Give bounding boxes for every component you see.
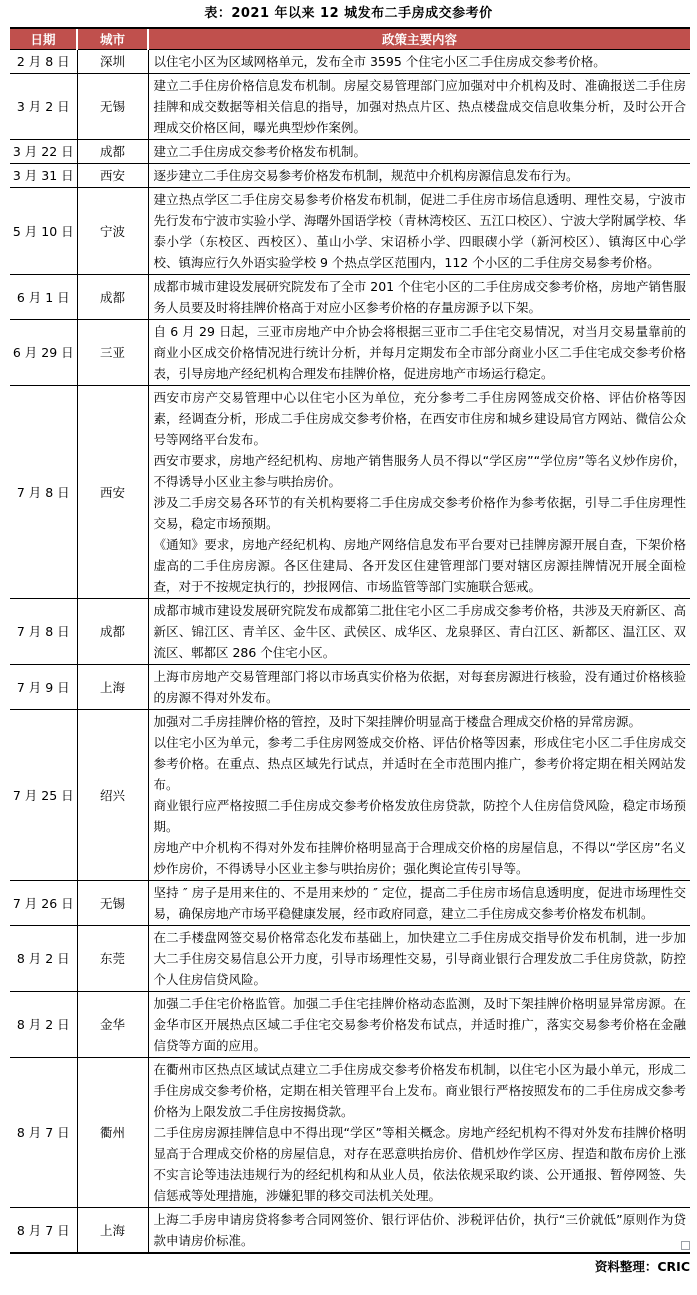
policy-table [10,27,690,1254]
city-cell: 西安 [77,386,148,599]
source-credit: 资料整理：CRIC [594,1259,690,1274]
policy-content-cell [148,320,690,386]
date-cell: 7 月 8 日 [10,386,77,599]
date-cell: 3 月 2 日 [10,74,77,140]
policy-content-cell [148,140,690,164]
date-cell: 7 月 9 日 [10,665,77,710]
policy-paragraph: 逐步建立二手住房交易参考价格发布机制，规范中介机构房源信息发布行为。 [153,168,579,183]
city-cell: 成都 [77,275,148,320]
city-cell: 深圳 [77,50,148,74]
table-row [10,386,690,599]
policy-paragraph: 上海二手房申请房贷将参考合同网签价、银行评估价、涉税评估价，执行“三价就低”原则作为贷款申请房价标准。 [153,1212,686,1248]
city-cell: 成都 [77,140,148,164]
policy-paragraph: 涉及二手房交易各环节的有关机构要将二手住房成交参考价格作为参考依据，引导二手住房理性交易，稳定市场预期。 [153,495,686,531]
table-row [10,275,690,320]
city-cell: 金华 [77,992,148,1058]
policy-paragraph: 以住宅小区为单元，参考二手住房网签成交价格、评估价格等因素，形成住宅小区二手住房成交参考价格。在重点、热点区域先行试点，并适时在全市范围内推广，参考价将定期在相关网站发布。 [153,735,686,792]
date-cell: 6 月 29 日 [10,320,77,386]
policy-content-cell [148,1208,690,1254]
policy-paragraph: 在二手楼盘网签交易价格常态化发布基础上，加快建立二手住房成交指导价发布机制，进一步加大二手住房交易信息公开力度，引导市场理性交易，引导商业银行合理发放二手住房贷款，防控个人住房信贷风险。 [153,930,686,987]
date-cell: 8 月 2 日 [10,926,77,992]
city-cell: 三亚 [77,320,148,386]
policy-paragraph: 在衢州市区热点区域试点建立二手住房成交参考价格发布机制，以住宅小区为最小单元，形成二手住房成交参考价格，定期在相关管理平台上发布。商业银行严格按照发布的二手住房成交参考价格为上限发放二手住房按揭贷款。 [153,1062,686,1119]
policy-content-cell [148,164,690,188]
policy-content-cell [148,188,690,275]
policy-paragraph: 房地产中介机构不得对外发布挂牌价格明显高于合理成交价格的房屋信息，不得以“学区房”名义炒作房价，不得诱导小区业主参与哄抬房价；强化舆论宣传引导等。 [153,840,686,876]
table-row [10,881,690,926]
policy-content-cell [148,665,690,710]
col-header-content: 政策主要内容 [148,28,690,50]
policy-paragraph: 加强二手住宅价格监管。加强二手住宅挂牌价格动态监测，及时下架挂牌价格明显异常房源。在金华市区开展热点区域二手住宅交易参考价格发布试点，并适时推广，落实交易参考价格在金融信贷等方面的应用。 [153,996,686,1053]
table-row [10,50,690,74]
table-row [10,188,690,275]
policy-paragraph: 坚持 ″ 房子是用来住的、不是用来炒的 ″ 定位，提高二手住房市场信息透明度，促进市场理性交易，确保房地产市场平稳健康发展，经市政府同意，建立二手住房成交参考价格发布机制。 [153,885,686,921]
col-header-city: 城市 [77,28,148,50]
table-row [10,164,690,188]
date-cell: 7 月 25 日 [10,710,77,881]
table-header [10,28,690,50]
policy-content-cell [148,710,690,881]
city-cell: 西安 [77,164,148,188]
table-row [10,1058,690,1208]
table-body [10,50,690,1254]
policy-paragraph: 西安市要求，房地产经纪机构、房地产销售服务人员不得以“学区房”“学位房”等名义炒作房价，不得诱导小区业主参与哄抬房价。 [153,453,686,489]
policy-paragraph: 自 6 月 29 日起，三亚市房地产中介协会将根据三亚市二手住宅交易情况，对当月交易量靠前的商业小区成交价格情况进行统计分析，并每月定期发布全市部分商业小区二手住宅成交参考价格表，引导房地产经纪机构合理发布挂牌价格，促进房地产市场运行稳定。 [153,324,686,381]
policy-content-cell [148,926,690,992]
city-cell: 上海 [77,665,148,710]
policy-content-cell [148,50,690,74]
date-cell: 3 月 31 日 [10,164,77,188]
city-cell: 无锡 [77,881,148,926]
policy-content-cell [148,275,690,320]
date-cell: 7 月 26 日 [10,881,77,926]
policy-paragraph: 加强对二手房挂牌价格的管控，及时下架挂牌价明显高于楼盘合理成交价格的异常房源。 [153,714,642,729]
policy-paragraph: 成都市城市建设发展研究院发布了全市 201 个住宅小区的二手住房成交参考价格，房地产销售服务人员要及时将挂牌价格高于对应小区参考价格的存量房源予以下架。 [153,279,686,315]
table-row [10,992,690,1058]
placeholder-box-icon [681,1241,690,1250]
policy-content-cell [148,74,690,140]
table-row [10,74,690,140]
policy-paragraph: 二手住房房源挂牌信息中不得出现“学区”等相关概念。房地产经纪机构不得对外发布挂牌价格明显高于合理成交价格的房屋信息，对存在恶意哄抬房价、借机炒作学区房、捏造和散布房价上涨不实言论等违法违规行为的经纪机构和从业人员，依法依规采取约谈、公开通报、暂停网签、失信惩戒等处理措施，涉嫌犯罪的移交司法机关处理。 [153,1125,686,1203]
table-row [10,926,690,992]
date-cell: 8 月 7 日 [10,1208,77,1254]
policy-paragraph: 上海市房地产交易管理部门将以市场真实价格为依据，对每套房源进行核验，没有通过价格核验的房源不得对外发布。 [153,669,686,705]
table-row [10,710,690,881]
policy-paragraph: 以住宅小区为区域网格单元，发布全市 3595 个住宅小区二手住房成交参考价格。 [153,54,606,69]
policy-paragraph: 西安市房产交易管理中心以住宅小区为单位，充分参考二手住房网签成交价格、评估价格等因素，经调查分析，形成二手住房成交参考价格，在西安市住房和城乡建设局官方网站、微信公众号等网络平台发布。 [153,390,686,447]
city-cell: 宁波 [77,188,148,275]
date-cell: 6 月 1 日 [10,275,77,320]
policy-paragraph: 商业银行应严格按照二手住房成交参考价格发放住房贷款，防控个人住房信贷风险，稳定市场预期。 [153,798,686,834]
date-cell: 8 月 2 日 [10,992,77,1058]
table-row [10,320,690,386]
city-cell: 东莞 [77,926,148,992]
date-cell: 7 月 8 日 [10,599,77,665]
city-cell: 衢州 [77,1058,148,1208]
policy-paragraph: 《通知》要求，房地产经纪机构、房地产网络信息发布平台要对已挂牌房源开展自查，下架价格虚高的二手住房房源。各区住建局、各开发区住建管理部门要对辖区房源挂牌情况开展全面检查，对于不按规定执行的，抄报网信、市场监管等部门实施联合惩戒。 [153,537,686,594]
policy-content-cell [148,992,690,1058]
page-title: 表：2021 年以来 12 城发布二手房成交参考价 [204,6,493,21]
table-row [10,140,690,164]
city-cell: 上海 [77,1208,148,1254]
city-cell: 无锡 [77,74,148,140]
col-header-date: 日期 [10,28,77,50]
table-row [10,1208,690,1254]
policy-paragraph: 建立二手住房成交参考价格发布机制。 [153,144,367,159]
city-cell: 绍兴 [77,710,148,881]
city-cell: 成都 [77,599,148,665]
policy-content-cell [148,881,690,926]
date-cell: 8 月 7 日 [10,1058,77,1208]
policy-content-cell [148,1058,690,1208]
table-row [10,599,690,665]
policy-paragraph: 建立二手住房价格信息发布机制。房屋交易管理部门应加强对中介机构及时、准确报送二手住房挂牌和成交数据等相关信息的指导，加强对热点片区、热点楼盘成交信息收集分析，及时公开合理成交价格区间，曝光典型炒作案例。 [153,78,686,135]
policy-paragraph: 成都市城市建设发展研究院发布成都第二批住宅小区二手房成交参考价格，共涉及天府新区、高新区、锦江区、青羊区、金牛区、武侯区、成华区、龙泉驿区、青白江区、新都区、温江区、双流区、郫都区 286 个住宅小区。 [153,603,686,660]
date-cell: 2 月 8 日 [10,50,77,74]
policy-content-cell [148,599,690,665]
policy-content-cell [148,386,690,599]
date-cell: 3 月 22 日 [10,140,77,164]
policy-paragraph: 建立热点学区二手住房交易参考价格发布机制，促进二手住房市场信息透明、理性交易，宁波市先行发布宁波市实验小学、海曙外国语学校（青林湾校区、五江口校区）、宁波大学附属学校、华泰小学（东校区、西校区）、堇山小学、宋诏桥小学、四眼碶小学（新河校区）、镇海区中心学校、镇海应行久外语实验学校 9 个热点学区范围内，112 个小区的二手住房交易参考价格。 [153,192,686,270]
table-row [10,665,690,710]
date-cell: 5 月 10 日 [10,188,77,275]
